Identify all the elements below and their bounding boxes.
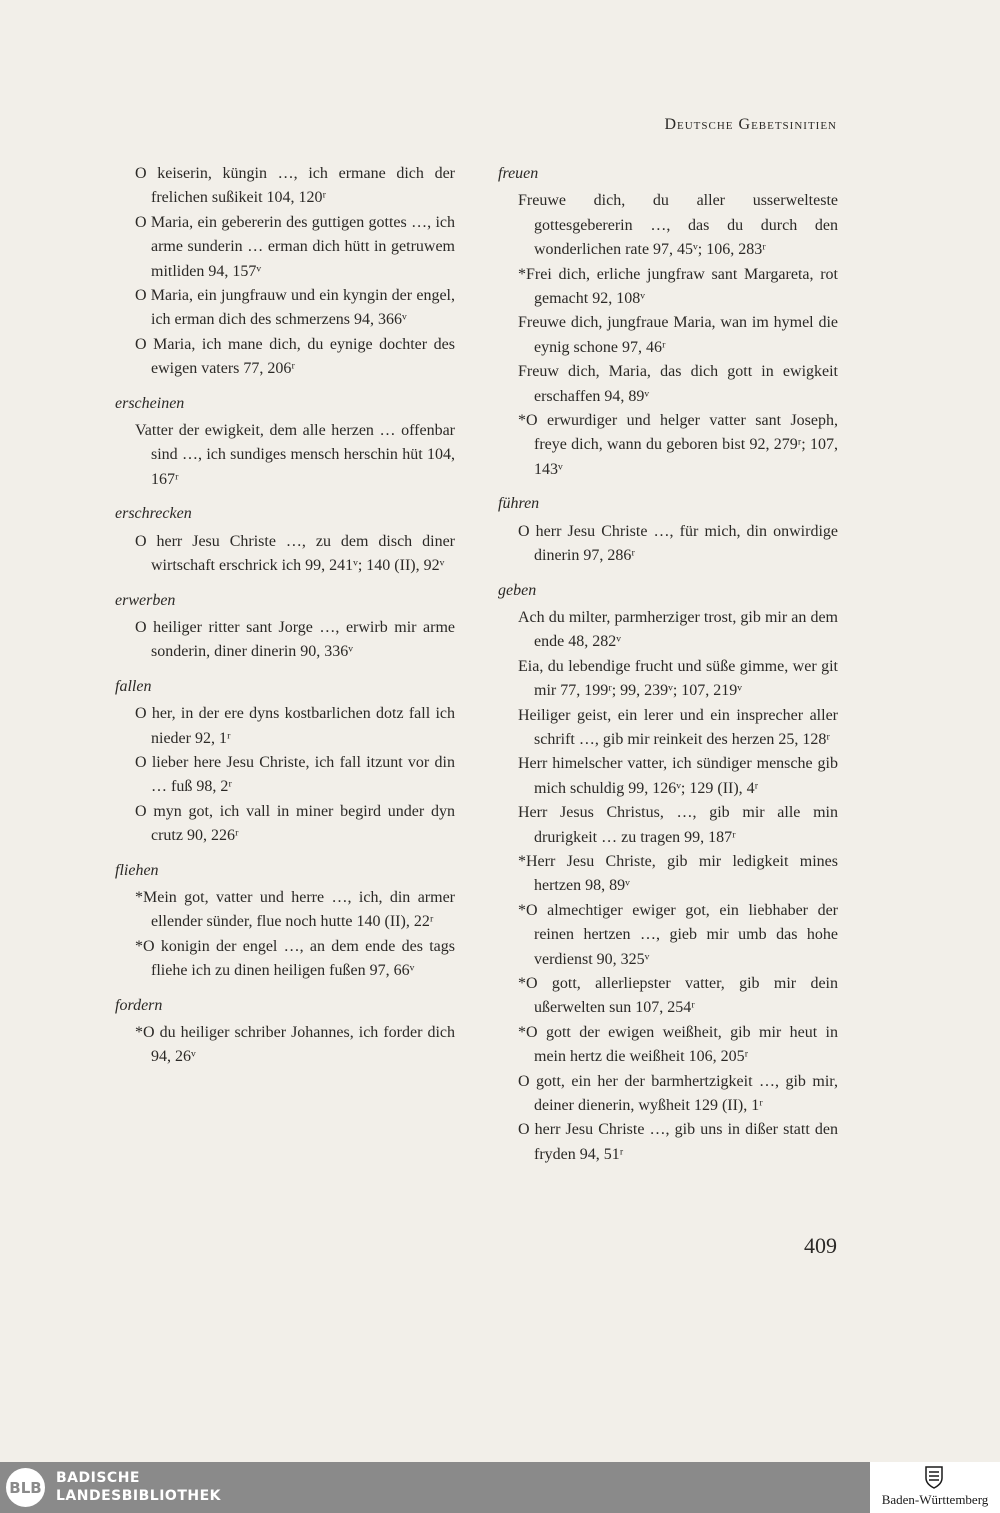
prayer-incipit-entry: *O gott der ewigen weißheit, gib mir heut in mein hertz die weißheit 106, 205ʳ <box>518 1023 838 1066</box>
library-name-line1: BADISCHE <box>56 1470 140 1486</box>
prayer-incipit-entry: O herr Jesu Christe …, gib uns in dißer statt den fryden 94, 51ʳ <box>518 1121 838 1163</box>
prayer-incipit-entry: Herr Jesus Christus, …, gib mir alle min drurigkeit … zu tragen 99, 187ʳ <box>518 804 838 846</box>
prayer-incipit-entry: Heiliger geist, ein lerer und ein insprecher aller schrift …, gib mir reinkeit des herzen 25, 128ʳ <box>518 706 838 748</box>
left-column <box>115 162 455 1070</box>
prayer-incipit-entry: O heiliger ritter sant Jorge …, erwirb mir arme sonderin, diner dinerin 90, 336ᵛ <box>135 618 455 661</box>
prayer-incipit-entry: O gott, ein her der barmhertzigkeit …, gib mir, deiner dienerin, wyßheit 129 (II), 1ʳ <box>518 1072 838 1115</box>
prayer-incipit-entry: Vatter der ewigkeit, dem alle herzen … offenbar sind …, ich sundiges mensch herschin hüt 104, 167ʳ <box>135 422 455 488</box>
prayer-incipit-entry: Freuw dich, Maria, das dich gott in ewigkeit erschaffen 94, 89ᵛ <box>518 363 838 405</box>
prayer-incipit-entry: O Maria, ich mane dich, du eynige dochter des ewigen vaters 77, 206ʳ <box>135 335 455 378</box>
lemma-heading: führen <box>498 495 540 513</box>
prayer-incipit-entry: Ach du milter, parmherziger trost, gib mir an dem ende 48, 282ᵛ <box>518 608 838 651</box>
lemma-heading: erschrecken <box>115 505 192 523</box>
prayer-incipit-entry: Eia, du lebendige frucht und süße gimme, wer git mir 77, 199ʳ; 99, 239ᵛ; 107, 219ᵛ <box>518 657 838 700</box>
lemma-heading: freuen <box>498 165 539 182</box>
coat-of-arms-icon <box>924 1465 944 1489</box>
prayer-incipit-entry: *O konigin der engel …, an dem ende des tags fliehe ich zu dinen heiligen fußen 97, 66ᵛ <box>135 937 455 980</box>
page-number: 409 <box>804 1233 837 1258</box>
prayer-incipit-entry: O Maria, ein jungfrauw und ein kyngin der engel, ich erman dich des schmerzens 94, 366ᵛ <box>135 287 455 329</box>
library-name-line2: LANDESBIBLIOTHEK <box>56 1488 222 1504</box>
right-column <box>498 162 838 1167</box>
prayer-incipit-entry: O Maria, ein gebererin des guttigen gottes …, ich arme sunderin … erman dich hütt in getruwem mitliden 94, 157ᵛ <box>135 213 455 280</box>
lemma-heading: erwerben <box>115 591 176 609</box>
prayer-incipit-entry: O herr Jesu Christe …, für mich, din onwirdige dinerin 97, 286ʳ <box>518 522 838 565</box>
library-footer <box>0 1462 1000 1513</box>
prayer-incipit-entry: O keiserin, küngin …, ich ermane dich der frelichen sußikeit 104, 120ʳ <box>135 165 455 207</box>
state-label: Baden-Württemberg <box>881 1492 989 1507</box>
prayer-incipit-entry: *Frei dich, erliche jungfraw sant Margareta, rot gemacht 92, 108ᵛ <box>518 265 838 308</box>
lemma-heading: fallen <box>115 677 152 695</box>
prayer-incipit-entry: *O du heiliger schriber Johannes, ich forder dich 94, 26ᵛ <box>135 1024 455 1066</box>
lemma-heading: fordern <box>115 996 163 1014</box>
prayer-incipit-entry: O her, in der ere dyns kostbarlichen dotz fall ich nieder 92, 1ʳ <box>135 705 455 747</box>
prayer-incipit-entry: O myn got, ich vall in miner begird under dyn crutz 90, 226ʳ <box>135 802 455 845</box>
prayer-incipit-entry: Herr himelscher vatter, ich sündiger mensche gib mich schuldig 99, 126ᵛ; 129 (II), 4ʳ <box>518 755 838 797</box>
prayer-incipit-entry: Freuwe dich, jungfraue Maria, wan im hymel die eynig schone 97, 46ʳ <box>518 314 838 356</box>
prayer-incipit-entry: *Herr Jesu Christe, gib mir ledigkeit mines hertzen 98, 89ᵛ <box>518 852 838 895</box>
running-header: Deutsche Gebetsinitien <box>664 116 837 133</box>
prayer-incipit-entry: *O erwurdiger und helger vatter sant Joseph, freye dich, wann du geboren bist 92, 279ʳ; 107, 143ᵛ <box>518 412 838 478</box>
prayer-incipit-entry: *O gott, allerliepster vatter, gib mir dein ußerwelten sun 107, 254ʳ <box>518 975 838 1017</box>
lemma-heading: erscheinen <box>115 394 185 412</box>
prayer-incipit-entry: O herr Jesu Christe …, zu dem disch diner wirtschaft erschrick ich 99, 241ᵛ; 140 (II), 92ᵛ <box>135 532 455 575</box>
prayer-incipit-entry: *O almechtiger ewiger got, ein liebhaber der reinen hertzen …, gieb mir umb das hohe verdienst 90, 325ᵛ <box>518 901 838 968</box>
blb-logo-icon[interactable]: BLB <box>6 1468 45 1507</box>
lemma-heading: geben <box>498 581 537 599</box>
library-name[interactable] <box>56 1469 221 1505</box>
prayer-incipit-entry: *Mein got, vatter und herre …, ich, din armer ellender sünder, flue noch hutte 140 (II), 22ʳ <box>135 888 455 931</box>
lemma-heading: fliehen <box>115 861 159 879</box>
prayer-incipit-entry: Freuwe dich, du aller usserweltestе gottesgebererin …, das du durch den wonderlichen rate 97, 45ᵛ; 106, 283ʳ <box>518 192 838 259</box>
state-logo[interactable] <box>870 1462 1000 1513</box>
prayer-incipit-entry: O lieber here Jesu Christe, ich fall itzunt vor din … fuß 98, 2ʳ <box>135 753 455 796</box>
